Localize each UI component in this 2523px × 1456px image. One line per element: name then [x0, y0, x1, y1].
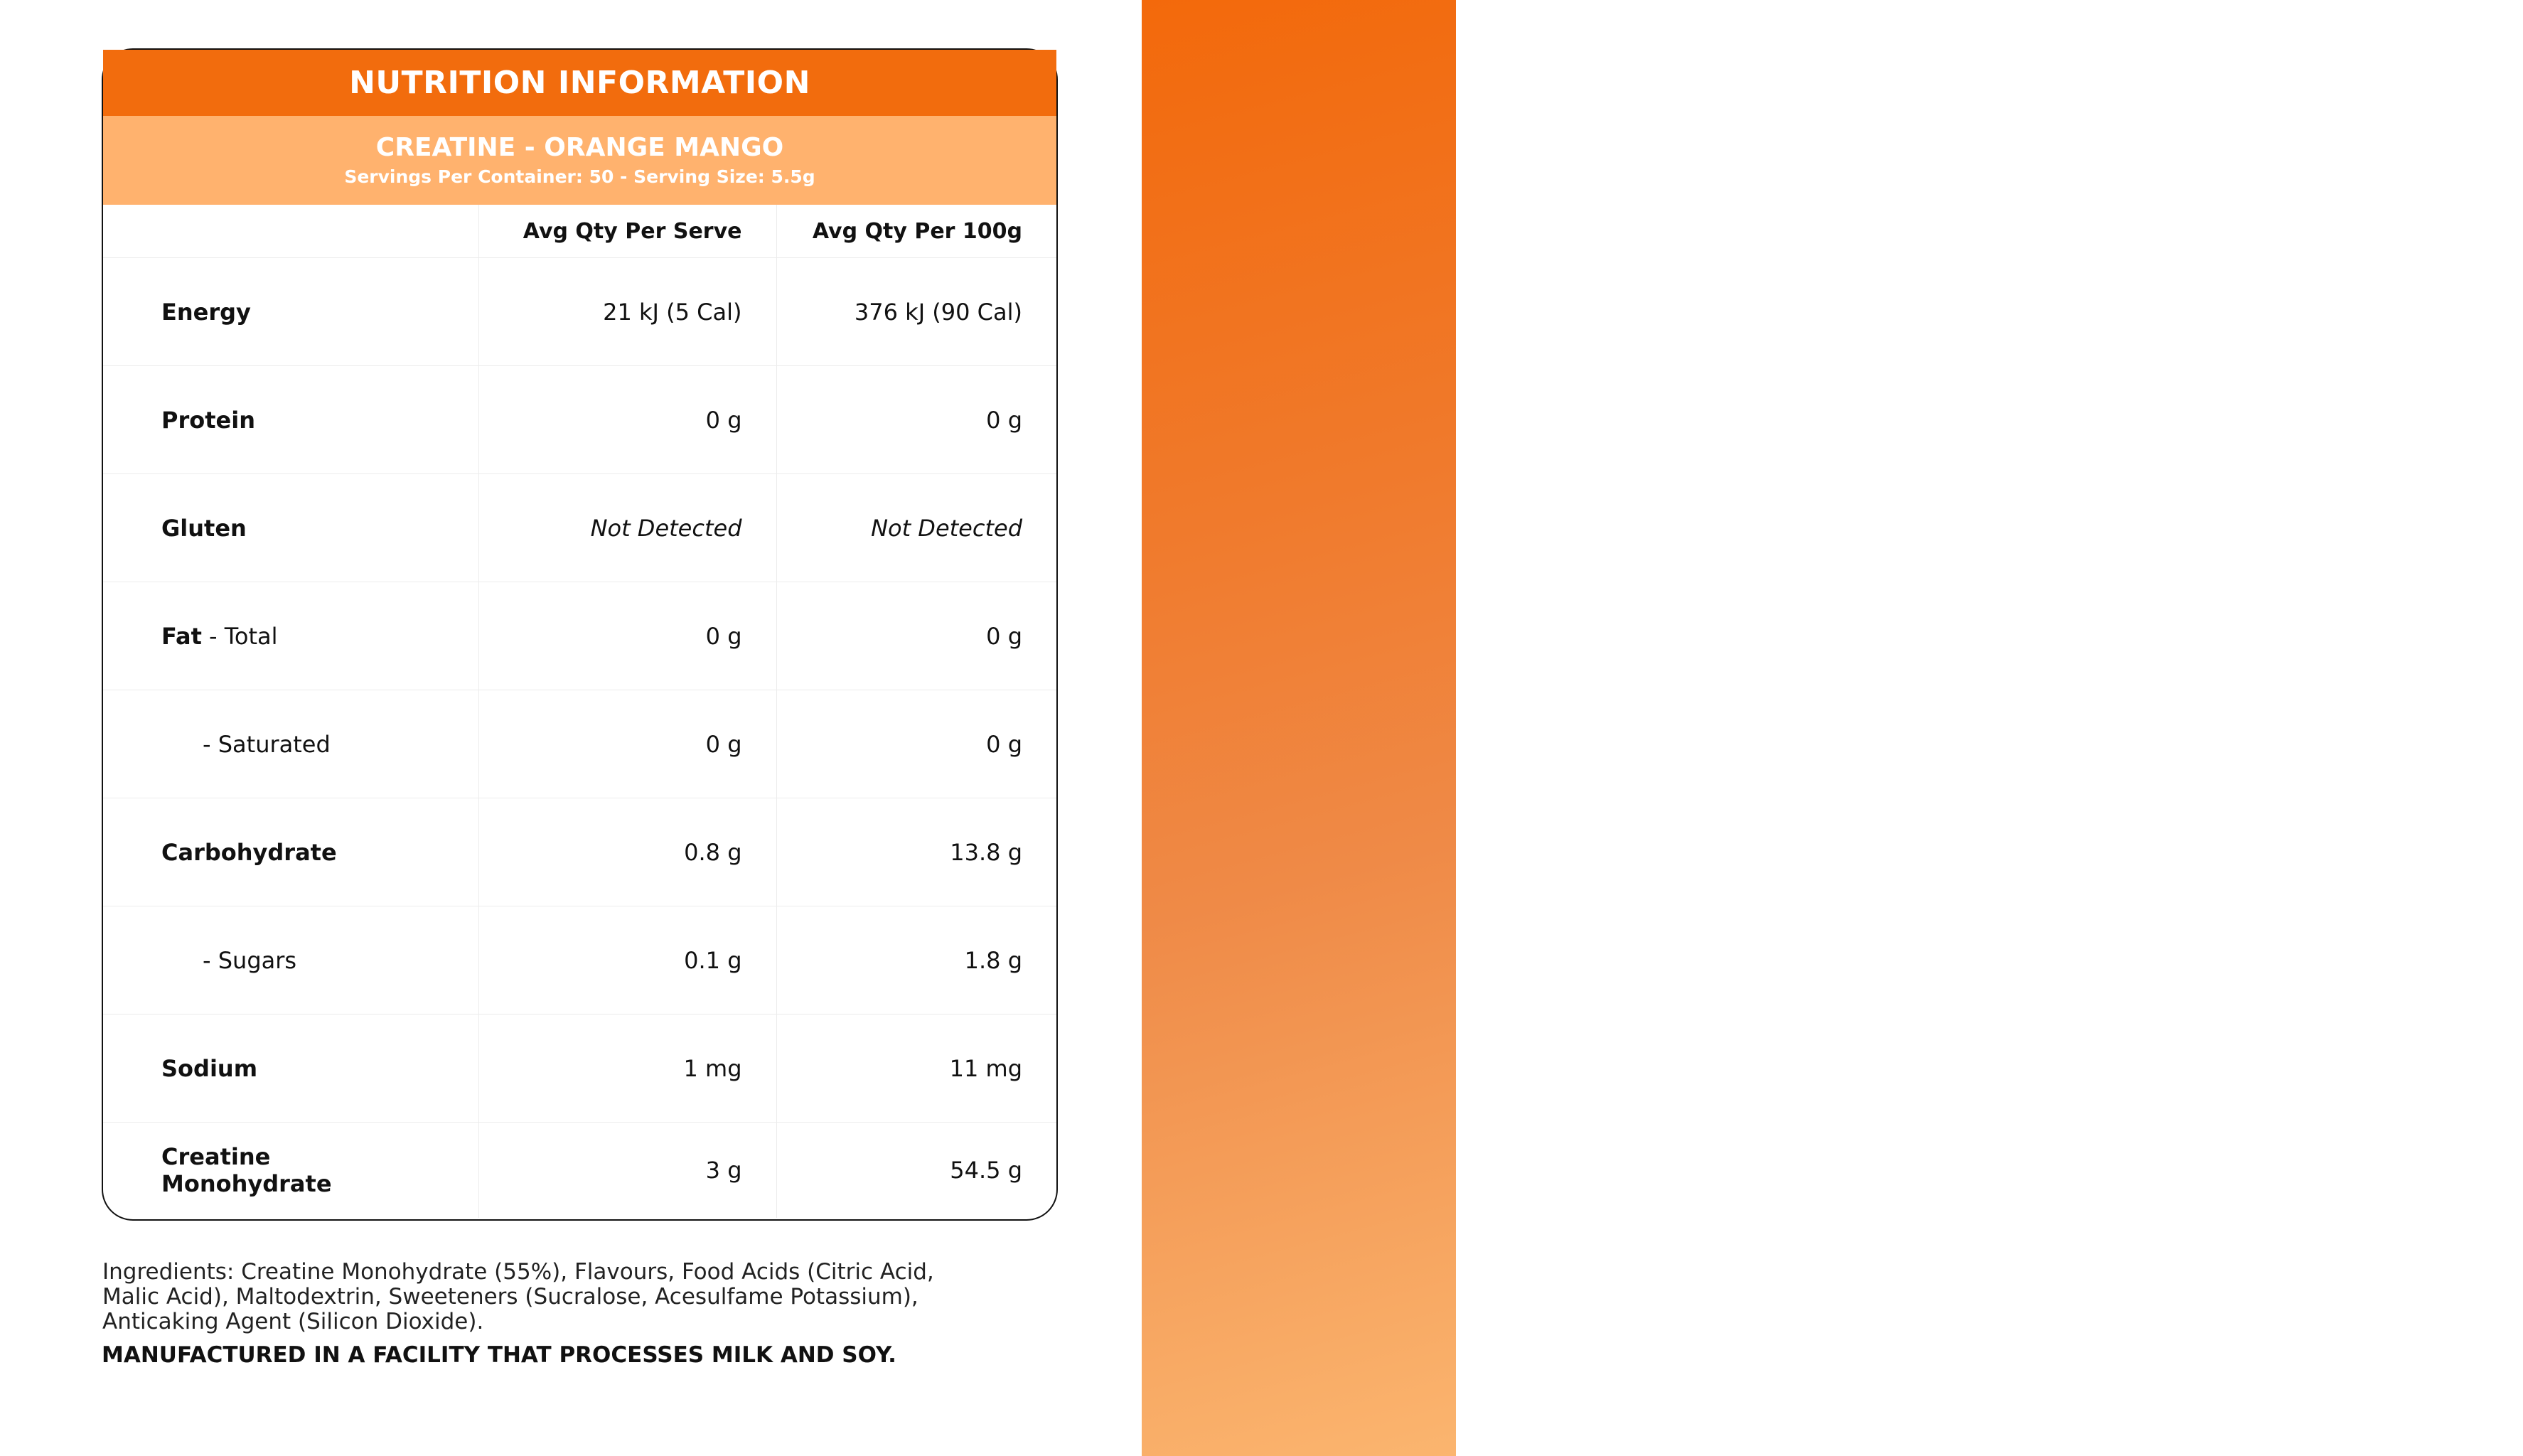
nutrient-name: - Saturated — [103, 690, 478, 798]
side-banner — [1142, 0, 2523, 1456]
column-header-per-serve: Avg Qty Per Serve — [478, 205, 776, 258]
ingredients-line: Malic Acid), Maltodextrin, Sweeteners (Sucralose, Acesulfame Potassium), — [102, 1284, 918, 1310]
nutrient-name: Protein — [103, 366, 478, 474]
nutrient-name: Energy — [103, 258, 478, 366]
ingredients-line: Anticaking Agent (Silicon Dioxide). — [102, 1309, 484, 1334]
nutrient-name-line2: Monohydrate — [161, 1170, 332, 1197]
value-per-serve: 0 g — [478, 690, 776, 798]
nutrient-name-main: Fat — [161, 622, 202, 650]
value-per-serve: 0.8 g — [478, 798, 776, 906]
value-per-serve: 0 g — [478, 582, 776, 690]
table-row — [103, 690, 1056, 798]
value-per-100g: 0 g — [776, 582, 1056, 690]
nutrient-name-suffix: - Total — [201, 622, 278, 650]
nutrition-panel — [102, 48, 1058, 1221]
table-header-row — [103, 205, 1056, 258]
value-per-serve: 1 mg — [478, 1015, 776, 1123]
value-per-100g: Not Detected — [776, 474, 1056, 582]
table-row — [103, 474, 1056, 582]
nutrient-name — [103, 1123, 478, 1219]
nutrient-name: - Sugars — [103, 906, 478, 1015]
ingredients-text — [102, 1260, 955, 1334]
value-per-100g: 11 mg — [776, 1015, 1056, 1123]
product-header — [103, 116, 1056, 205]
value-per-100g: 1.8 g — [776, 906, 1056, 1015]
nutrient-name: Carbohydrate — [103, 798, 478, 906]
table-row — [103, 1015, 1056, 1123]
product-name: CREATINE - ORANGE MANGO — [375, 132, 784, 162]
table-row — [103, 366, 1056, 474]
nutrient-name-line1: Creatine — [161, 1143, 271, 1170]
value-per-serve: 0 g — [478, 366, 776, 474]
nutrition-table — [103, 205, 1056, 1218]
value-per-serve: 0.1 g — [478, 906, 776, 1015]
value-per-serve: 21 kJ (5 Cal) — [478, 258, 776, 366]
column-header-nutrient — [103, 205, 478, 258]
side-banner-title: ORANGE MANGO — [2357, 92, 2523, 1372]
serving-info: Servings Per Container: 50 - Serving Size: 5.5g — [344, 166, 815, 187]
nutrition-title: NUTRITION INFORMATION — [103, 50, 1056, 116]
allergen-note: MANUFACTURED IN A FACILITY THAT PROCESSES MILK AND SOY. — [102, 1342, 896, 1368]
ingredients-line: Ingredients: Creatine Monohydrate (55%), Flavours, Food Acids (Citric Acid, — [102, 1259, 934, 1285]
nutrient-name — [103, 582, 478, 690]
value-per-serve: 3 g — [478, 1123, 776, 1219]
table-row — [103, 582, 1056, 690]
table-row — [103, 906, 1056, 1015]
table-row — [103, 798, 1056, 906]
value-per-100g: 0 g — [776, 690, 1056, 798]
column-header-per-100g: Avg Qty Per 100g — [776, 205, 1056, 258]
nutrient-name: Gluten — [103, 474, 478, 582]
value-per-100g: 0 g — [776, 366, 1056, 474]
value-per-100g: 13.8 g — [776, 798, 1056, 906]
value-per-100g: 376 kJ (90 Cal) — [776, 258, 1056, 366]
table-row — [103, 1123, 1056, 1219]
table-row — [103, 258, 1056, 366]
value-per-100g: 54.5 g — [776, 1123, 1056, 1219]
value-per-serve: Not Detected — [478, 474, 776, 582]
nutrient-name: Sodium — [103, 1015, 478, 1123]
